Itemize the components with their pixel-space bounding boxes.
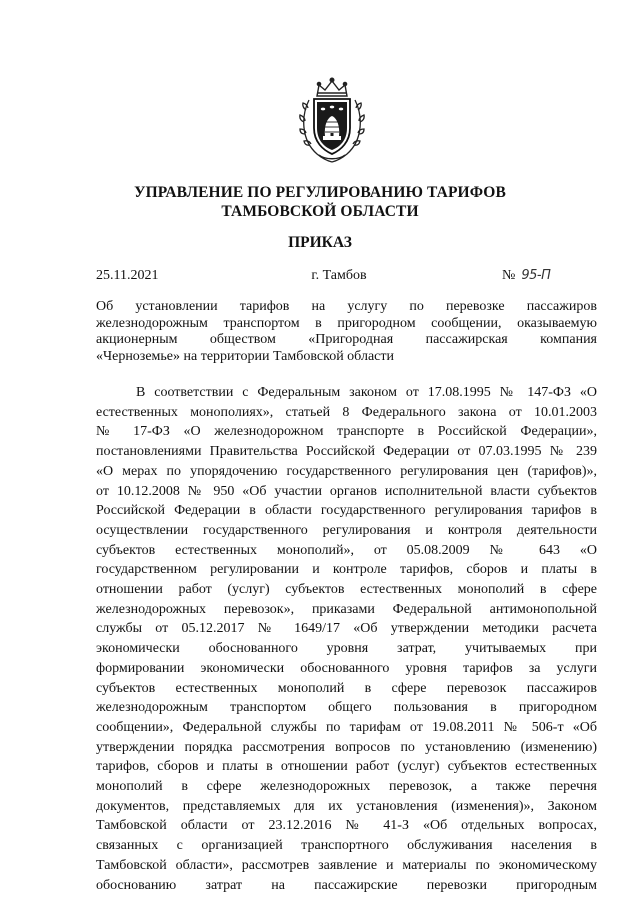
body-line: железнодорожных перевозок», приказами Федеральной антимонопольной — [96, 601, 597, 617]
body-line: постановлениями Правительства Российской Федерации от 07.03.1995 № 239 — [96, 444, 597, 460]
body-line: Тамбовской области», рассмотрев заявление и материалы по экономическому — [96, 857, 597, 873]
shield-icon — [314, 99, 350, 154]
body-line: № 17-ФЗ «О железнодорожном транспорте в Российской Федерации», — [96, 424, 597, 440]
body-line: экономически обоснованного уровня затрат, учитываемых при — [96, 641, 597, 657]
body-line: железнодорожным транспортом общего пользования в пригородном — [96, 700, 597, 716]
subject-line: «Черноземье» на территории Тамбовской области — [96, 348, 394, 364]
body-line: В соответствии с Федеральным законом от 17.08.1995 № 147-ФЗ «О — [136, 385, 597, 400]
body-line: формировании экономически обоснованного уровня тарифов за услуги — [96, 660, 597, 676]
body-line: монополий в сфере железнодорожных перевозок, а также перечня — [96, 779, 597, 795]
document-number — [502, 268, 550, 284]
body-line: тарифов, сборов и платы в отношении работ (услуг) субъектов естественных — [96, 759, 597, 775]
number-sign: № — [502, 268, 516, 283]
document-subject — [96, 299, 597, 365]
body-line: Российской Федерации в области государственного регулирования тарифов в — [96, 503, 597, 519]
organization-title — [60, 183, 580, 221]
body-line: от 10.12.2008 № 950 «Об участии органов исполнительной власти субъектов — [96, 483, 597, 499]
body-line: утверждении порядка рассмотрения вопросов по установлению (изменению) — [96, 739, 597, 755]
body-line: сообщении», Федеральной службы по тарифам от 19.08.2011 № 506-т «Об — [96, 719, 597, 735]
document-date: 25.11.2021 — [96, 268, 159, 283]
body-line: Тамбовской области от 23.12.2016 № 41-З «Об отдельных вопросах, — [96, 818, 597, 834]
body-line: естественных монополиях», статьей 8 Федерального закона от 10.01.2003 — [96, 404, 597, 420]
crown-icon — [317, 78, 347, 96]
subject-line: акционерным обществом «Пригородная пассажирская компания — [96, 332, 597, 347]
document-city: г. Тамбов — [311, 268, 367, 283]
subject-line: Об установлении тарифов на услугу по перевозке пассажиров — [96, 299, 597, 314]
body-line: отношении работ (услуг) субъектов естественных монополий в сфере — [96, 582, 597, 598]
handwritten-number: 95-П — [521, 268, 551, 283]
document-type: ПРИКАЗ — [288, 234, 352, 251]
body-line: осуществлении государственного регулирования и контроля деятельности — [96, 522, 597, 538]
document-body — [96, 383, 597, 895]
body-line: субъектов естественных монополий», от 05.08.2009 № 643 «О — [96, 542, 597, 558]
coat-of-arms-icon — [295, 76, 369, 164]
body-line: «О мерах по упорядочению государственного регулирования цен (тарифов)», — [96, 463, 597, 479]
body-line: документов, представляемых для их установления (изменения)», Законом — [96, 798, 597, 814]
body-line: связанных с организацией транспортного обслуживания населения в — [96, 838, 597, 854]
body-line: государственном регулировании и контроле тарифов, сборов и платы в — [96, 562, 597, 578]
subject-line: железнодорожным транспортом в пригородном сообщении, оказываемую — [96, 315, 597, 331]
organization-title-line: ТАМБОВСКОЙ ОБЛАСТИ — [221, 203, 419, 220]
body-line: субъектов естественных монополий в сфере перевозок пассажиров — [96, 680, 597, 696]
body-line: службы от 05.12.2017 № 1649/17 «Об утверждении методики расчета — [96, 621, 597, 637]
body-line: обоснованию затрат на пассажирские перевозки пригородным — [96, 877, 597, 893]
organization-title-line: УПРАВЛЕНИЕ ПО РЕГУЛИРОВАНИЮ ТАРИФОВ — [134, 184, 506, 201]
